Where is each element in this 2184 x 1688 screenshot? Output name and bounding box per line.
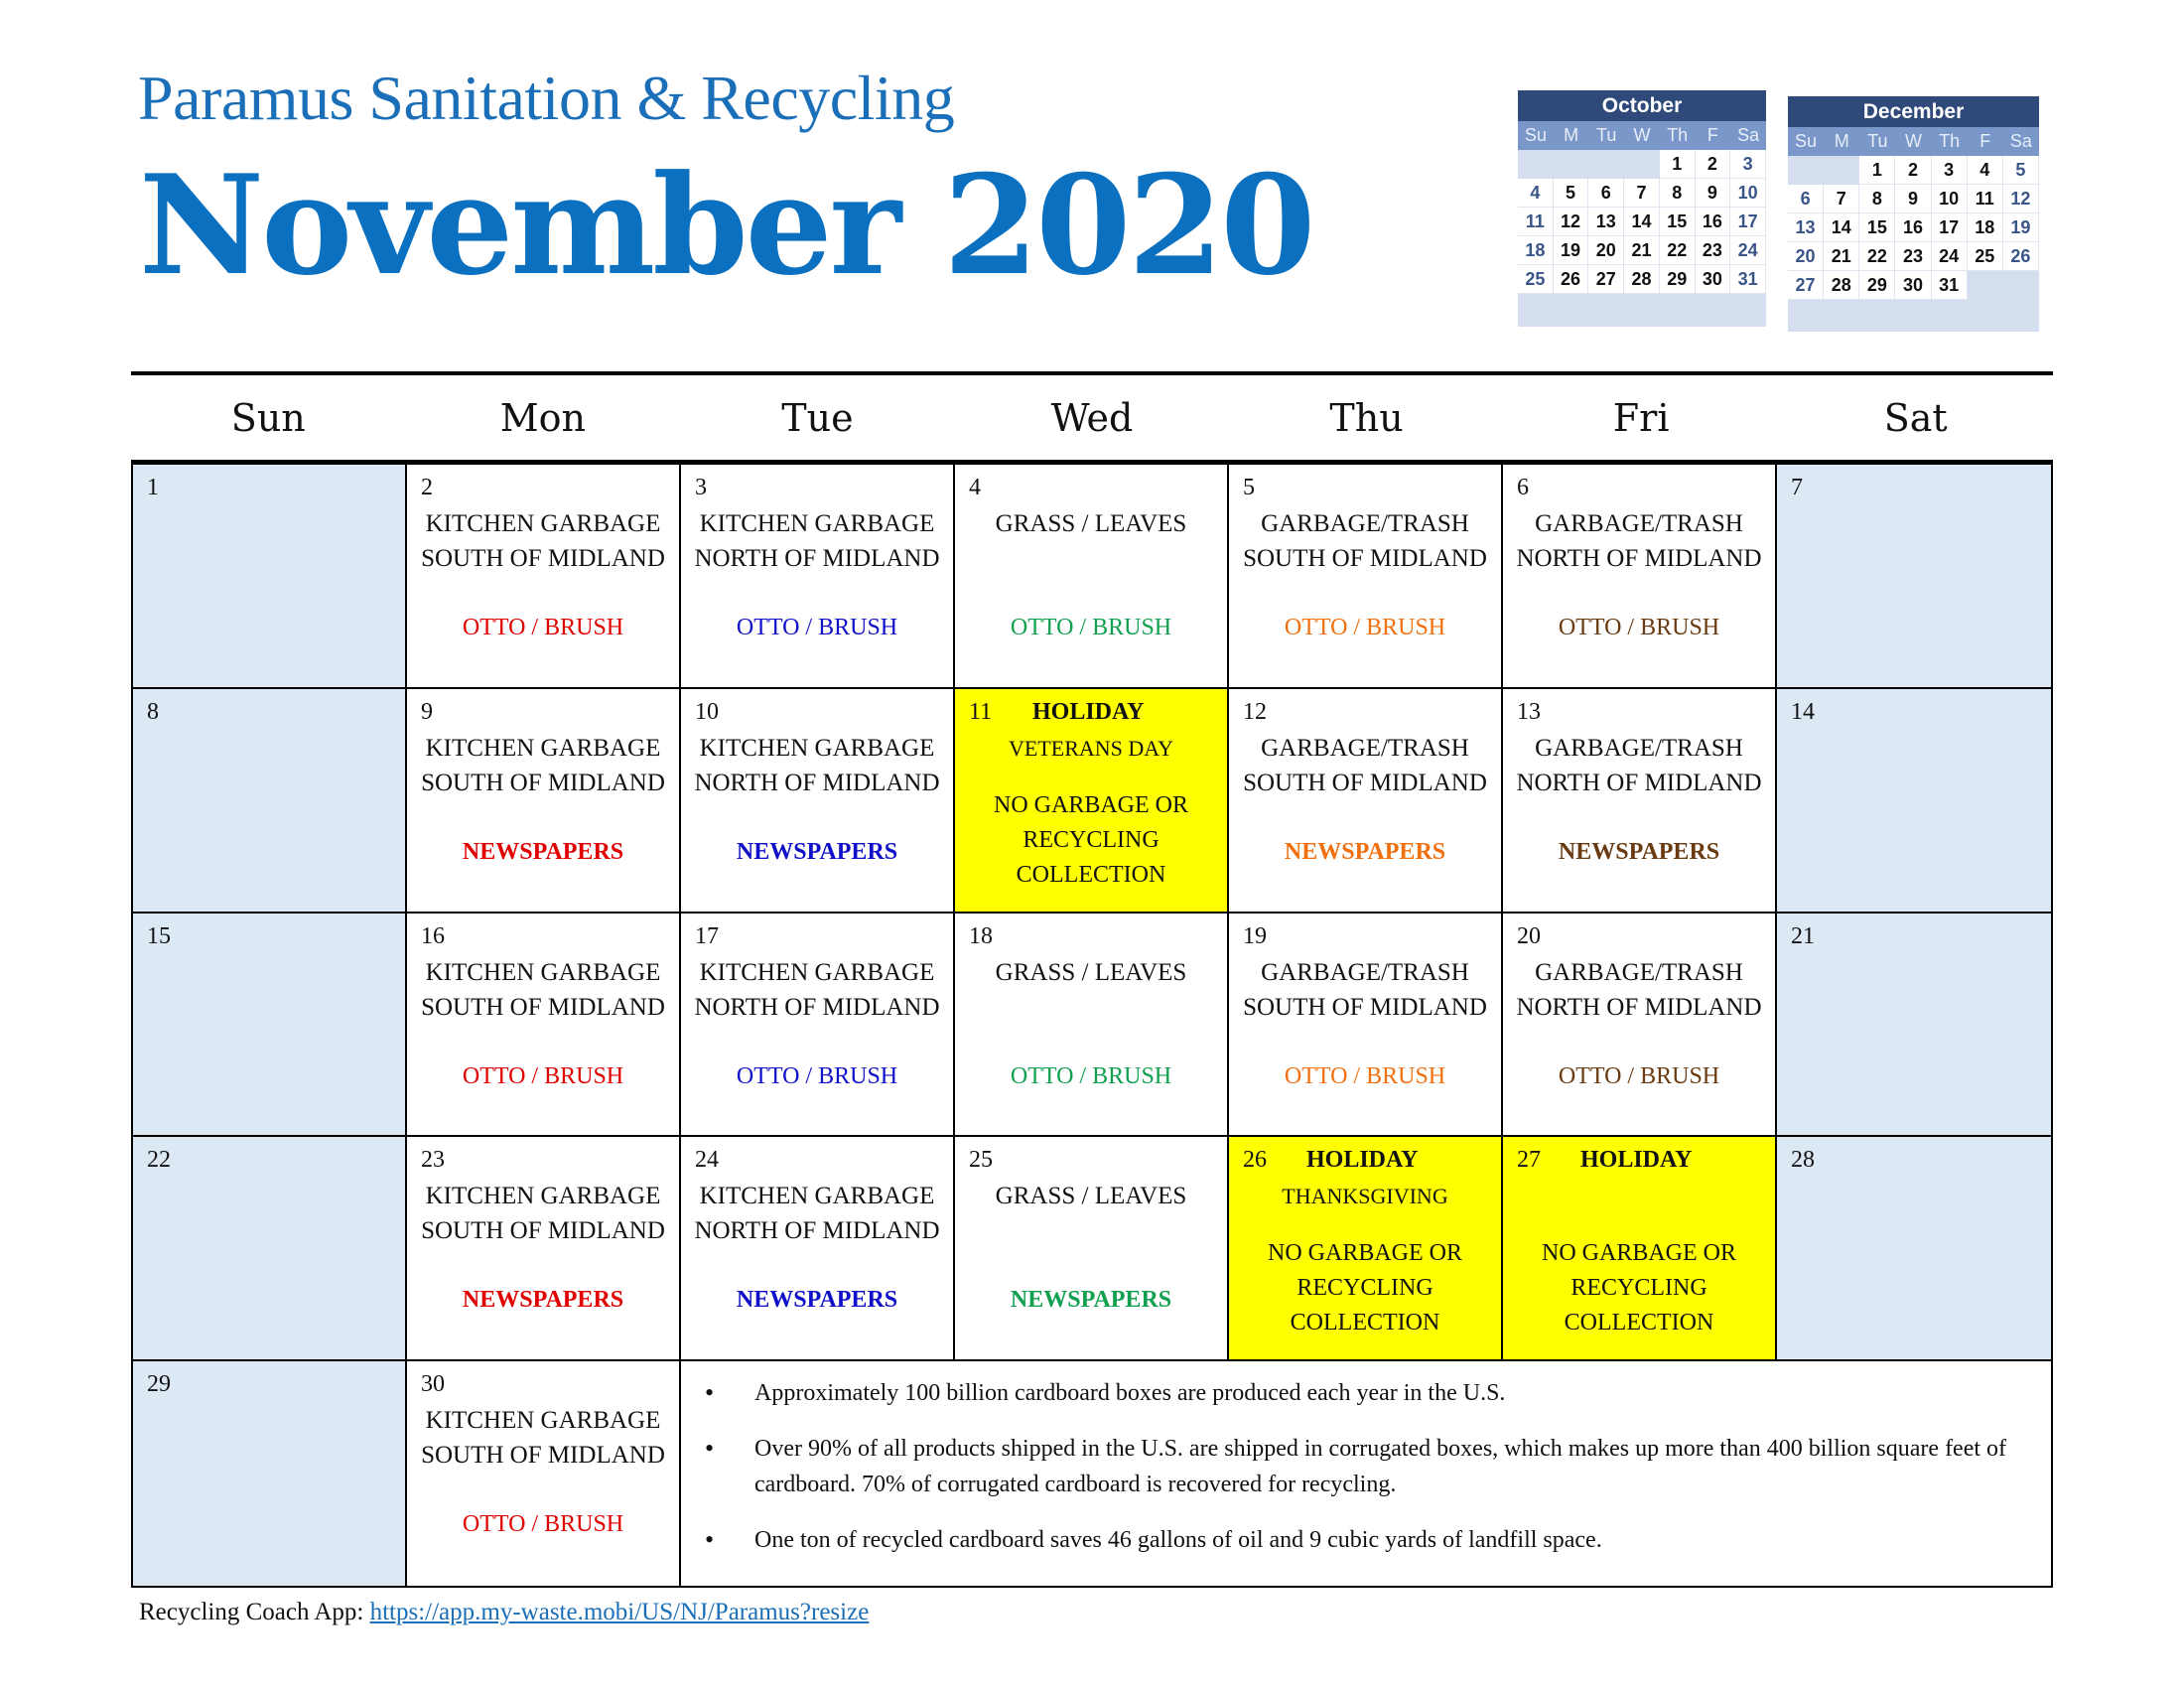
footer [139, 1599, 869, 1626]
notice-line: RECYCLING [1570, 1275, 1707, 1302]
mini-weekday-label: Th [1667, 125, 1689, 145]
mini-day-cell: 17 [1932, 213, 1968, 242]
special-pickup: OTTO / BRUSH [736, 1062, 898, 1089]
mini-day-cell: 12 [2003, 185, 2039, 213]
collection-type: KITCHEN GARBAGE [699, 510, 935, 537]
day-number: 9 [421, 698, 433, 725]
mini-weekday-label: F [1706, 125, 1718, 145]
mini-day-cell: 22 [1859, 242, 1895, 271]
day-cell [407, 1137, 681, 1361]
recycling-coach-link[interactable]: https://app.my-waste.mobi/US/NJ/Paramus?resize [369, 1599, 870, 1625]
day-cell [681, 465, 955, 689]
mini-day-cell: 27 [1788, 271, 1824, 300]
day-cell [955, 465, 1229, 689]
mini-day-cell: 6 [1788, 185, 1824, 213]
mini-day-cell: 18 [1968, 213, 2003, 242]
holiday-name: THANKSGIVING [1282, 1184, 1448, 1209]
collection-type: GARBAGE/TRASH [1261, 510, 1469, 537]
mini-weekday-label: W [1633, 125, 1651, 145]
mini-day-cell: 8 [1660, 179, 1696, 208]
collection-type: KITCHEN GARBAGE [425, 1183, 661, 1210]
mini-day-cell: 29 [1859, 271, 1895, 300]
mini-day-cell: 15 [1859, 213, 1895, 242]
mini-calendar-month: October [1518, 90, 1766, 121]
fact-item: • Approximately 100 billion cardboard boxes are produced each year in the U.S. [705, 1375, 2027, 1411]
day-number: 29 [147, 1371, 171, 1398]
collection-type: KITCHEN GARBAGE [425, 958, 661, 986]
weekend-day-cell [133, 1137, 407, 1361]
day-number: 17 [695, 922, 719, 949]
mini-day-cell: 11 [1968, 185, 2003, 213]
mini-day-cell: 24 [1932, 242, 1968, 271]
no-collection-notice [1229, 1236, 1501, 1340]
mini-day-cell: 16 [1696, 208, 1731, 236]
day-number: 4 [969, 475, 981, 500]
mini-day-cell: 26 [2003, 242, 2039, 271]
day-number: 1 [147, 475, 159, 500]
collection-type: GARBAGE/TRASH [1535, 510, 1743, 537]
day-cell [681, 914, 955, 1138]
weekday-tue: Tue [781, 396, 854, 440]
weekday-wed: Wed [1050, 396, 1134, 440]
mini-day-cell: 14 [1624, 208, 1660, 236]
mini-calendar-december [1788, 96, 2039, 332]
notice-line: NO GARBAGE OR [1267, 1240, 1462, 1267]
mini-day-cell: 28 [1824, 271, 1859, 300]
special-pickup: NEWSPAPERS [1010, 1287, 1172, 1314]
special-pickup: NEWSPAPERS [1284, 838, 1446, 865]
day-cell [681, 1137, 955, 1361]
special-pickup: NEWSPAPERS [462, 838, 624, 865]
mini-day-cell: 30 [1696, 265, 1731, 294]
day-number: 14 [1791, 698, 1815, 725]
mini-day-cell: 1 [1660, 150, 1696, 179]
notice-line: NO GARBAGE OR [993, 791, 1188, 818]
mini-day-cell: 8 [1859, 185, 1895, 213]
day-number: 28 [1791, 1147, 1815, 1174]
organization-subtitle: Paramus Sanitation & Recycling [138, 63, 955, 133]
month-calendar-grid [131, 465, 2053, 1588]
mini-day-cell: 20 [1788, 242, 1824, 271]
day-number: 15 [147, 922, 171, 949]
mini-day-cell: 14 [1824, 213, 1859, 242]
collection-type: KITCHEN GARBAGE [425, 734, 661, 762]
mini-weekday-label: F [1979, 131, 1991, 151]
day-number: 8 [147, 698, 159, 725]
facts-list [705, 1375, 2027, 1578]
collection-type: GARBAGE/TRASH [1261, 734, 1469, 762]
mini-day-cell: 31 [1932, 271, 1968, 300]
day-cell [1503, 914, 1777, 1138]
day-number: 2 [421, 475, 433, 500]
day-number: 7 [1791, 475, 1803, 500]
weekday-sun: Sun [230, 396, 306, 440]
day-number: 22 [147, 1147, 171, 1174]
special-pickup: OTTO / BRUSH [736, 615, 898, 640]
collection-area: NORTH OF MIDLAND [694, 993, 940, 1021]
holiday-label: HOLIDAY [1306, 1147, 1419, 1174]
mini-day-cell: 1 [1859, 156, 1895, 185]
special-pickup: OTTO / BRUSH [462, 615, 624, 640]
collection-area: SOUTH OF MIDLAND [421, 1217, 665, 1245]
day-cell [1229, 465, 1503, 689]
mini-day-cell: 7 [1624, 179, 1660, 208]
holiday-label: HOLIDAY [1580, 1147, 1693, 1174]
mini-weekday-label: Tu [1867, 131, 1888, 151]
mini-blank-cell [1588, 150, 1624, 179]
mini-blank-cell [1824, 156, 1859, 185]
collection-area: NORTH OF MIDLAND [694, 769, 940, 796]
mini-weekday-label: Su [1524, 125, 1547, 145]
mini-day-cell: 5 [1554, 179, 1589, 208]
weekday-thu: Thu [1329, 396, 1404, 440]
mini-day-cell: 5 [2003, 156, 2039, 185]
special-pickup: NEWSPAPERS [736, 1287, 898, 1314]
weekend-day-cell [1777, 1137, 2051, 1361]
collection-type: KITCHEN GARBAGE [699, 958, 935, 986]
collection-area: NORTH OF MIDLAND [1516, 769, 1762, 796]
mini-day-cell: 16 [1895, 213, 1931, 242]
fact-item: • Over 90% of all products shipped in the U.S. are shipped in corrugated boxes, which makes up more than 400 billion square feet of cardboard. 70% of corrugated cardboard is recovered for recycling. [705, 1431, 2027, 1502]
mini-day-cell: 10 [1932, 185, 1968, 213]
mini-weekday-label: W [1904, 131, 1922, 151]
weekday-fri: Fri [1612, 396, 1670, 440]
mini-weekday-label: Sa [1737, 125, 1760, 145]
mini-day-cell: 9 [1895, 185, 1931, 213]
special-pickup: OTTO / BRUSH [1284, 615, 1446, 640]
mini-day-cell: 27 [1588, 265, 1624, 294]
collection-type: GARBAGE/TRASH [1535, 958, 1743, 986]
day-number: 13 [1517, 698, 1541, 725]
day-number: 30 [421, 1371, 445, 1398]
special-pickup: NEWSPAPERS [462, 1287, 624, 1314]
mini-calendar-weekdays [1518, 121, 1766, 150]
mini-day-cell: 20 [1588, 236, 1624, 265]
collection-type: GRASS / LEAVES [995, 1183, 1187, 1210]
notice-line: COLLECTION [1564, 1310, 1714, 1336]
mini-calendar-month: December [1788, 96, 2039, 127]
special-pickup: OTTO / BRUSH [1284, 1062, 1446, 1089]
collection-type: GARBAGE/TRASH [1535, 734, 1743, 762]
day-cell [407, 689, 681, 914]
day-number: 26 [1243, 1147, 1267, 1174]
page-title: November 2020 [139, 144, 1313, 306]
holiday-day-cell [955, 689, 1229, 914]
mini-day-cell: 12 [1554, 208, 1589, 236]
mini-day-cell: 23 [1895, 242, 1931, 271]
special-pickup: OTTO / BRUSH [1558, 1062, 1720, 1089]
fact-item: • One ton of recycled cardboard saves 46 gallons of oil and 9 cubic yards of landfill space. [705, 1522, 2027, 1558]
weekday-header-row [131, 375, 2053, 461]
collection-area: SOUTH OF MIDLAND [1243, 545, 1487, 572]
mini-day-cell: 4 [1518, 179, 1554, 208]
day-cell [1503, 689, 1777, 914]
collection-area: SOUTH OF MIDLAND [1243, 769, 1487, 796]
day-cell [1229, 914, 1503, 1138]
day-cell [1229, 689, 1503, 914]
collection-type: GRASS / LEAVES [995, 510, 1187, 537]
day-number: 6 [1517, 475, 1529, 500]
collection-area: SOUTH OF MIDLAND [421, 769, 665, 796]
mini-day-cell: 2 [1895, 156, 1931, 185]
mini-day-cell: 13 [1588, 208, 1624, 236]
notice-line: COLLECTION [1016, 861, 1166, 888]
mini-day-cell: 25 [1518, 265, 1554, 294]
mini-day-cell: 19 [1554, 236, 1589, 265]
no-collection-notice [1503, 1236, 1775, 1340]
mini-calendar-october [1518, 90, 1766, 327]
day-number: 25 [969, 1147, 993, 1174]
holiday-name: VETERANS DAY [1008, 735, 1174, 761]
mini-weekday-label: Tu [1596, 125, 1617, 145]
mini-weekday-label: Su [1795, 131, 1818, 151]
special-pickup: OTTO / BRUSH [462, 1511, 624, 1538]
special-pickup: OTTO / BRUSH [462, 1062, 624, 1089]
mini-calendar-grid [1518, 150, 1766, 294]
mini-calendar-grid [1788, 156, 2039, 300]
day-cell [1503, 465, 1777, 689]
collection-area: NORTH OF MIDLAND [694, 545, 940, 572]
mini-day-cell: 2 [1696, 150, 1731, 179]
day-cell [955, 1137, 1229, 1361]
day-number: 10 [695, 698, 719, 725]
mini-blank-cell [1788, 156, 1824, 185]
mini-day-cell: 22 [1660, 236, 1696, 265]
day-number: 18 [969, 922, 993, 949]
mini-day-cell: 28 [1624, 265, 1660, 294]
mini-day-cell: 21 [1824, 242, 1859, 271]
no-collection-notice [955, 788, 1227, 893]
weekend-day-cell [133, 689, 407, 914]
collection-type: KITCHEN GARBAGE [425, 1407, 661, 1435]
notice-line: RECYCLING [1297, 1275, 1433, 1302]
day-cell [407, 914, 681, 1138]
mini-day-cell: 3 [1730, 150, 1766, 179]
mini-day-cell: 9 [1696, 179, 1731, 208]
notice-line: COLLECTION [1290, 1310, 1440, 1336]
mini-day-cell: 3 [1932, 156, 1968, 185]
day-number: 23 [421, 1147, 445, 1174]
mini-day-cell: 7 [1824, 185, 1859, 213]
weekend-day-cell [133, 465, 407, 689]
day-number: 19 [1243, 922, 1267, 949]
footer-label: Recycling Coach App: [139, 1599, 370, 1625]
mini-day-cell: 26 [1554, 265, 1589, 294]
collection-type: KITCHEN GARBAGE [699, 1183, 935, 1210]
special-pickup: OTTO / BRUSH [1010, 1062, 1172, 1089]
mini-day-cell: 18 [1518, 236, 1554, 265]
day-number: 5 [1243, 475, 1255, 500]
day-number: 11 [969, 698, 993, 725]
mini-blank-cell [1554, 150, 1589, 179]
weekend-day-cell [133, 914, 407, 1138]
mini-day-cell: 21 [1624, 236, 1660, 265]
special-pickup: NEWSPAPERS [736, 838, 898, 865]
notice-line: RECYCLING [1023, 826, 1160, 853]
mini-day-cell: 31 [1730, 265, 1766, 294]
special-pickup: OTTO / BRUSH [1010, 615, 1172, 640]
day-cell [407, 465, 681, 689]
mini-day-cell: 24 [1730, 236, 1766, 265]
mini-day-cell: 4 [1968, 156, 2003, 185]
mini-weekday-label: M [1834, 131, 1849, 151]
day-number: 21 [1791, 922, 1815, 949]
mini-blank-cell [1624, 150, 1660, 179]
mini-weekday-label: Sa [2009, 131, 2032, 151]
day-cell [681, 689, 955, 914]
weekday-sat: Sat [1883, 396, 1948, 440]
holiday-label: HOLIDAY [1032, 698, 1145, 725]
holiday-day-cell [1229, 1137, 1503, 1361]
recycling-facts-panel [681, 1361, 2051, 1586]
mini-day-cell: 25 [1968, 242, 2003, 271]
mini-day-cell: 10 [1730, 179, 1766, 208]
special-pickup: NEWSPAPERS [1558, 838, 1720, 865]
collection-type: GRASS / LEAVES [995, 958, 1187, 986]
special-pickup: OTTO / BRUSH [1558, 615, 1720, 640]
mini-day-cell: 6 [1588, 179, 1624, 208]
mini-blank-cell [1518, 150, 1554, 179]
weekend-day-cell [133, 1361, 407, 1586]
mini-day-cell: 30 [1895, 271, 1931, 300]
mini-day-cell: 19 [2003, 213, 2039, 242]
day-number: 16 [421, 922, 445, 949]
weekend-day-cell [1777, 465, 2051, 689]
weekday-mon: Mon [499, 396, 586, 440]
day-number: 20 [1517, 922, 1541, 949]
collection-area: NORTH OF MIDLAND [694, 1217, 940, 1245]
collection-type: KITCHEN GARBAGE [425, 510, 661, 537]
day-number: 27 [1517, 1147, 1541, 1174]
day-cell [407, 1361, 681, 1586]
mini-day-cell: 13 [1788, 213, 1824, 242]
collection-type: GARBAGE/TRASH [1261, 958, 1469, 986]
day-cell [955, 914, 1229, 1138]
notice-line: NO GARBAGE OR [1541, 1240, 1736, 1267]
collection-area: SOUTH OF MIDLAND [421, 993, 665, 1021]
collection-area: SOUTH OF MIDLAND [1243, 993, 1487, 1021]
holiday-day-cell [1503, 1137, 1777, 1361]
collection-area: SOUTH OF MIDLAND [421, 545, 665, 572]
mini-calendar-weekdays [1788, 127, 2039, 156]
weekend-day-cell [1777, 914, 2051, 1138]
mini-day-cell: 17 [1730, 208, 1766, 236]
weekend-day-cell [1777, 689, 2051, 914]
mini-day-cell: 11 [1518, 208, 1554, 236]
mini-weekday-label: Th [1939, 131, 1961, 151]
collection-type: KITCHEN GARBAGE [699, 734, 935, 762]
mini-weekday-label: M [1564, 125, 1579, 145]
day-number: 12 [1243, 698, 1267, 725]
mini-day-cell: 23 [1696, 236, 1731, 265]
day-number: 3 [695, 475, 707, 500]
collection-area: SOUTH OF MIDLAND [421, 1442, 665, 1470]
mini-day-cell: 29 [1660, 265, 1696, 294]
collection-area: NORTH OF MIDLAND [1516, 545, 1762, 572]
day-number: 24 [695, 1147, 719, 1174]
collection-area: NORTH OF MIDLAND [1516, 993, 1762, 1021]
mini-day-cell: 15 [1660, 208, 1696, 236]
